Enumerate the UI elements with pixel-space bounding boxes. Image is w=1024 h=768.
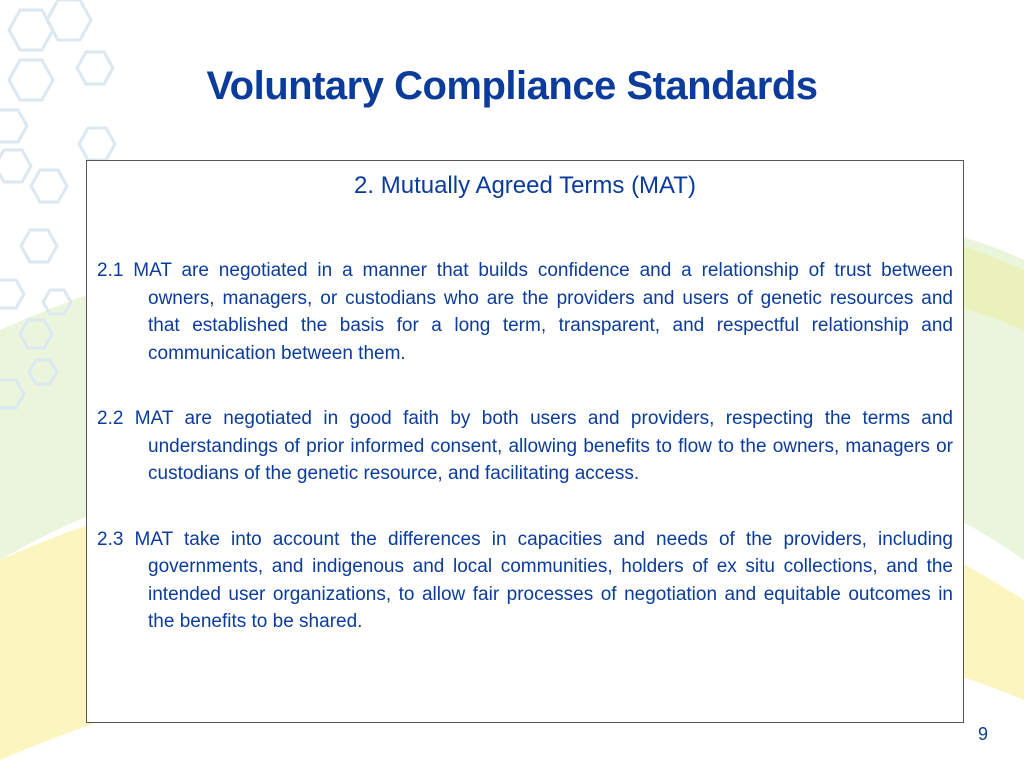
- page-number: 9: [977, 724, 988, 744]
- section-heading: 2. Mutually Agreed Terms (MAT): [354, 172, 696, 199]
- list-item: 2.2 MAT are negotiated in good faith by both users and providers, respecting the terms and understandings of prior informed consent, allowing benefits to flow to the owners, managers or custodians of the genetic resource, and facilitating access.: [97, 408, 953, 484]
- list-item: 2.1 MAT are negotiated in a manner that builds confidence and a relationship of trust between owners, managers, or custodians who are the providers and users of genetic resources and that established the basis for a long term, transparent, and respectful relationship and communication between them.: [97, 260, 953, 364]
- content-box: [86, 160, 964, 723]
- slide-title: Voluntary Compliance Standards: [206, 64, 818, 108]
- list-item: 2.3 MAT take into account the differences in capacities and needs of the providers, including governments, and indigenous and local communities, holders of ex situ collections, and the intended user organizations, to allow fair processes of negotiation and equitable outcomes in the benefits to be shared.: [97, 528, 953, 632]
